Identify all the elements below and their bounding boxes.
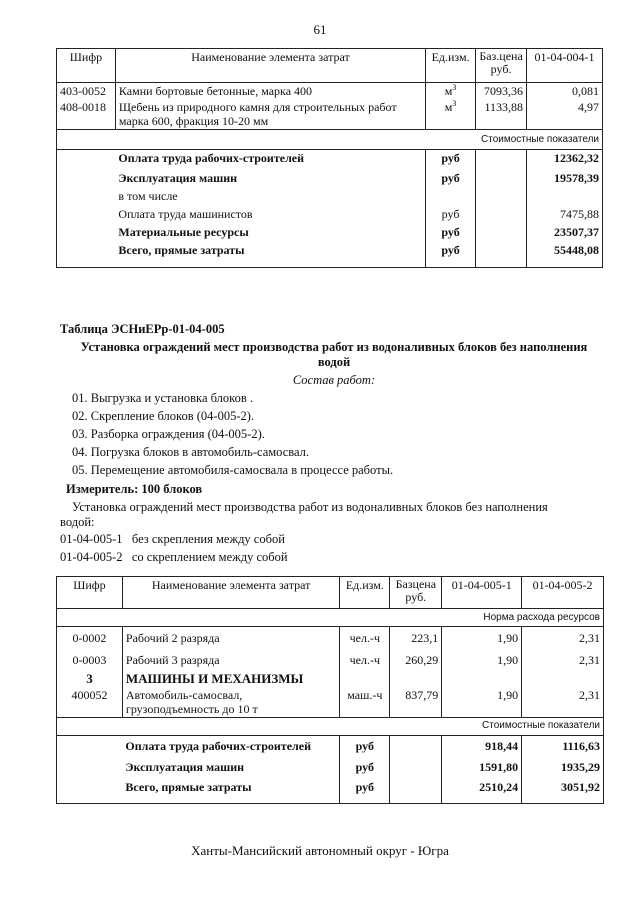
row-unit: чел.-ч — [340, 649, 390, 671]
table2-header-row — [57, 577, 604, 609]
group-code: 3 — [57, 671, 123, 687]
summary-row — [57, 757, 604, 777]
summary-value: 19578,39 — [527, 170, 603, 188]
work-step: 04. Погрузка блоков в автомобиль-самосвал. — [72, 445, 310, 459]
row-name: Камни бортовые бетонные, марка 400 — [115, 83, 425, 100]
summary-row — [57, 735, 604, 757]
row-name: Рабочий 2 разряда — [122, 627, 339, 649]
variant-2: 01-04-005-2 со скреплением между собой — [60, 550, 288, 564]
summary-value: 12362,32 — [527, 150, 603, 170]
composition-heading: Состав работ: — [292, 373, 376, 387]
row-price: 7093,36 — [476, 83, 527, 100]
summary-value-1: 2510,24 — [442, 777, 522, 803]
row-unit: чел.-ч — [340, 627, 390, 649]
description-line1: Установка ограждений мест производства работ из водоналивных блоков без наполнения — [72, 500, 548, 514]
summary-name: Оплата труда машинистов — [115, 206, 425, 224]
table-row — [57, 649, 604, 671]
row-value-2: 2,31 — [522, 687, 604, 718]
summary-row — [57, 150, 603, 170]
table1-header-row — [57, 49, 603, 83]
summary-unit: руб — [426, 150, 476, 170]
col-norm1-header: 01-04-005-1 — [442, 577, 522, 609]
summary-row — [57, 242, 603, 268]
row-name: Щебень из природного камня для строительных работ марка 600, фракция 10-20 мм — [115, 99, 425, 130]
norm-label: Норма расхода ресурсов — [57, 609, 604, 627]
summary-value: 55448,08 — [527, 242, 603, 268]
row-code: 408-0018 — [57, 99, 116, 130]
section-label: Стоимостные показатели — [57, 717, 604, 735]
group-name: МАШИНЫ И МЕХАНИЗМЫ — [122, 671, 339, 687]
row-value-2: 2,31 — [522, 649, 604, 671]
row-value-1: 1,90 — [442, 627, 522, 649]
summary-value-1: 918,44 — [442, 735, 522, 757]
table-label: Таблица ЭСНиЕРр-01-04-005 — [60, 322, 225, 336]
summary-row — [57, 170, 603, 188]
summary-row — [57, 777, 604, 803]
summary-value-2: 1116,63 — [522, 735, 604, 757]
summary-value-2: 1935,29 — [522, 757, 604, 777]
measure-unit: Измеритель: 100 блоков — [66, 482, 203, 496]
summary-value-2: 3051,92 — [522, 777, 604, 803]
col-unit-header: Ед.изм. — [426, 49, 476, 83]
summary-row — [57, 188, 603, 206]
row-code: 403-0052 — [57, 83, 116, 100]
summary-value: 23507,37 — [527, 224, 603, 242]
summary-unit: руб — [426, 224, 476, 242]
summary-value-1: 1591,80 — [442, 757, 522, 777]
group-row — [57, 671, 604, 687]
row-unit: $м^3$ — [426, 99, 476, 130]
summary-unit: руб — [426, 170, 476, 188]
row-price: 260,29 — [390, 649, 442, 671]
row-value: 0,081 — [527, 83, 603, 100]
work-step: 05. Перемещение автомобиля-самосвала в процессе работы. — [72, 463, 394, 477]
row-price: 837,79 — [390, 687, 442, 718]
summary-name: Всего, прямые затраты — [115, 242, 425, 268]
table-row — [57, 687, 604, 718]
col-norm-header: 01-04-004-1 — [527, 49, 603, 83]
summary-unit: руб — [426, 242, 476, 268]
col-name-header: Наименование элемента затрат — [122, 577, 339, 609]
summary-unit: руб — [340, 757, 390, 777]
summary-name: Оплата труда рабочих-строителей — [122, 735, 339, 757]
row-name: Автомобиль-самосвал, грузоподъемность до 10 т — [122, 687, 339, 718]
row-price: 223,1 — [390, 627, 442, 649]
section-title-line1: Установка ограждений мест производства работ из водоналивных блоков без наполнения — [80, 340, 588, 354]
row-unit: маш.-ч — [340, 687, 390, 718]
work-step: 03. Разборка ограждения (04-005-2). — [72, 427, 265, 441]
variant-1: 01-04-005-1 без скрепления между собой — [60, 532, 285, 546]
row-price: 1133,88 — [476, 99, 527, 130]
row-code: 0-0003 — [57, 649, 123, 671]
summary-name: Эксплуатация машин — [115, 170, 425, 188]
col-price-header: Баз.цена руб. — [476, 49, 527, 83]
table-row — [57, 83, 603, 100]
section-title-line2: водой — [317, 355, 351, 369]
row-name: Рабочий 3 разряда — [122, 649, 339, 671]
summary-value: 7475,88 — [527, 206, 603, 224]
row-unit: $м^3$ — [426, 83, 476, 100]
col-norm2-header: 01-04-005-2 — [522, 577, 604, 609]
summary-unit: руб — [340, 777, 390, 803]
summary-unit: руб — [426, 206, 476, 224]
summary-name: Эксплуатация машин — [122, 757, 339, 777]
col-code-header: Шифр — [57, 577, 123, 609]
page-number: 61 — [313, 22, 327, 37]
page-footer: Ханты-Мансийский автономный округ - Югра — [191, 843, 449, 858]
summary-name: Материальные ресурсы — [115, 224, 425, 242]
work-step: 02. Скрепление блоков (04-005-2). — [72, 409, 255, 423]
summary-name: в том числе — [115, 188, 425, 206]
summary-name: Оплата труда рабочих-строителей — [115, 150, 425, 170]
col-price-header: Базцена руб. — [390, 577, 442, 609]
col-code-header: Шифр — [57, 49, 116, 83]
row-value-1: 1,90 — [442, 687, 522, 718]
summary-row — [57, 224, 603, 242]
description-line2: водой: — [60, 515, 95, 529]
section-label: Стоимостные показатели — [57, 130, 603, 150]
row-value: 4,97 — [527, 99, 603, 130]
summary-row — [57, 206, 603, 224]
work-step: 01. Выгрузка и установка блоков . — [72, 391, 253, 405]
table-row — [57, 627, 604, 649]
row-code: 0-0002 — [57, 627, 123, 649]
row-code: 400052 — [57, 687, 123, 718]
summary-name: Всего, прямые затраты — [122, 777, 339, 803]
cost-table-2 — [56, 576, 604, 804]
cost-table-1 — [56, 48, 603, 268]
table-row — [57, 99, 603, 130]
col-name-header: Наименование элемента затрат — [115, 49, 425, 83]
row-value-2: 2,31 — [522, 627, 604, 649]
col-unit-header: Ед.изм. — [340, 577, 390, 609]
summary-unit: руб — [340, 735, 390, 757]
row-value-1: 1,90 — [442, 649, 522, 671]
